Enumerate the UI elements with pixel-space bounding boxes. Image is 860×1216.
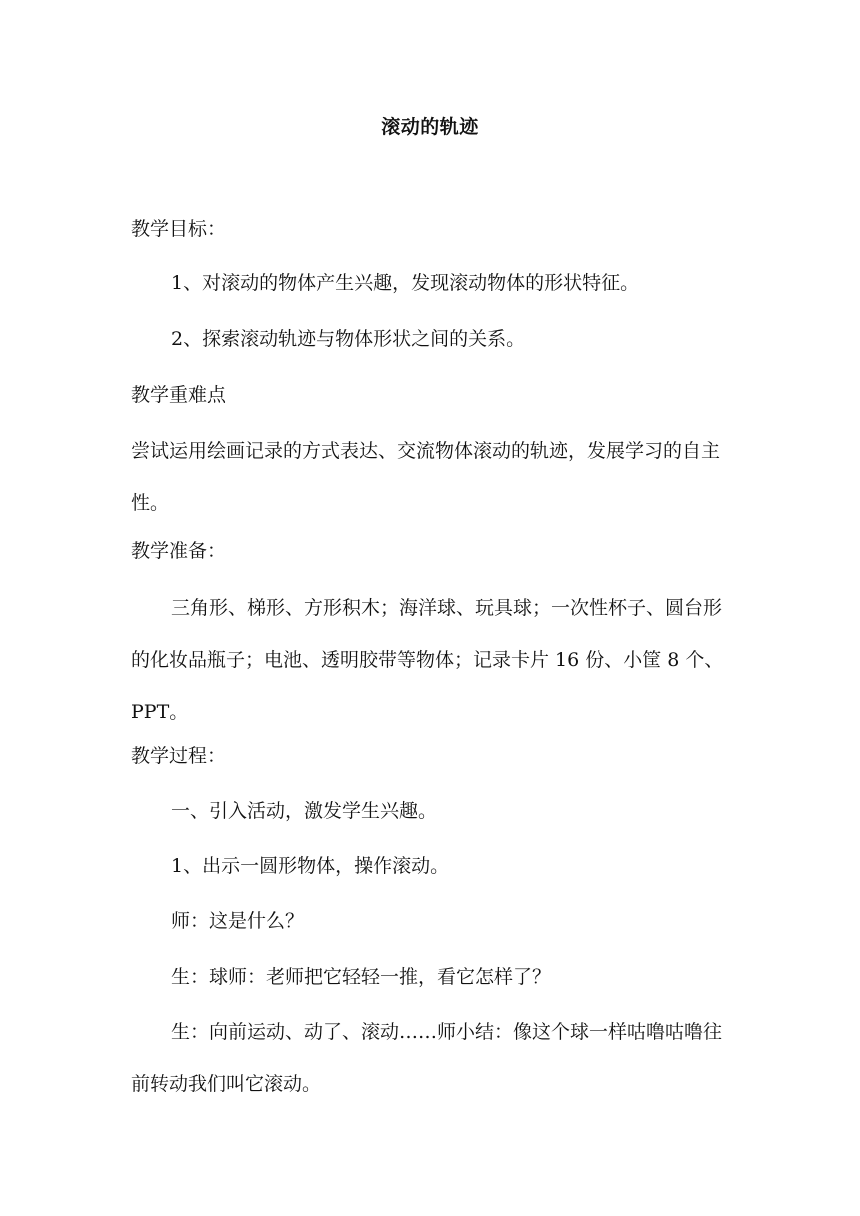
- dialogue-teacher-1: 师：这是什么？: [171, 910, 305, 932]
- dialogue-student-2: 生：向前运动、动了、滚动……师小结：像这个球一样咕噜咕噜往前转动我们叫它滚动。: [131, 1021, 723, 1095]
- section-heading-preparation: 教学准备：: [131, 540, 227, 562]
- process-step-1: 一、引入活动，激发学生兴趣。: [171, 800, 438, 822]
- objective-item-2: 2、探索滚动轨迹与物体形状之间的关系。: [171, 328, 526, 350]
- section-heading-key-points: 教学重难点: [131, 384, 227, 406]
- section-heading-process: 教学过程：: [131, 745, 227, 767]
- preparation-paragraph: 三角形、梯形、方形积木；海洋球、玩具球；一次性杯子、圆台形的化妆品瓶子；电池、透明胶带等物体；记录卡片 16 份、小筐 8 个、PPT。: [131, 597, 724, 723]
- objective-item-1: 1、对滚动的物体产生兴趣，发现滚动物体的形状特征。: [171, 272, 640, 294]
- process-step-1-1: 1、出示一圆形物体，操作滚动。: [171, 855, 450, 877]
- dialogue-student-1: 生：球师：老师把它轻轻一推，看它怎样了？: [171, 966, 552, 988]
- section-heading-objectives: 教学目标：: [131, 218, 227, 240]
- key-points-paragraph: 尝试运用绘画记录的方式表达、交流物体滚动的轨迹，发展学习的自主性。: [131, 440, 721, 514]
- document-title: 滚动的轨迹: [381, 116, 479, 138]
